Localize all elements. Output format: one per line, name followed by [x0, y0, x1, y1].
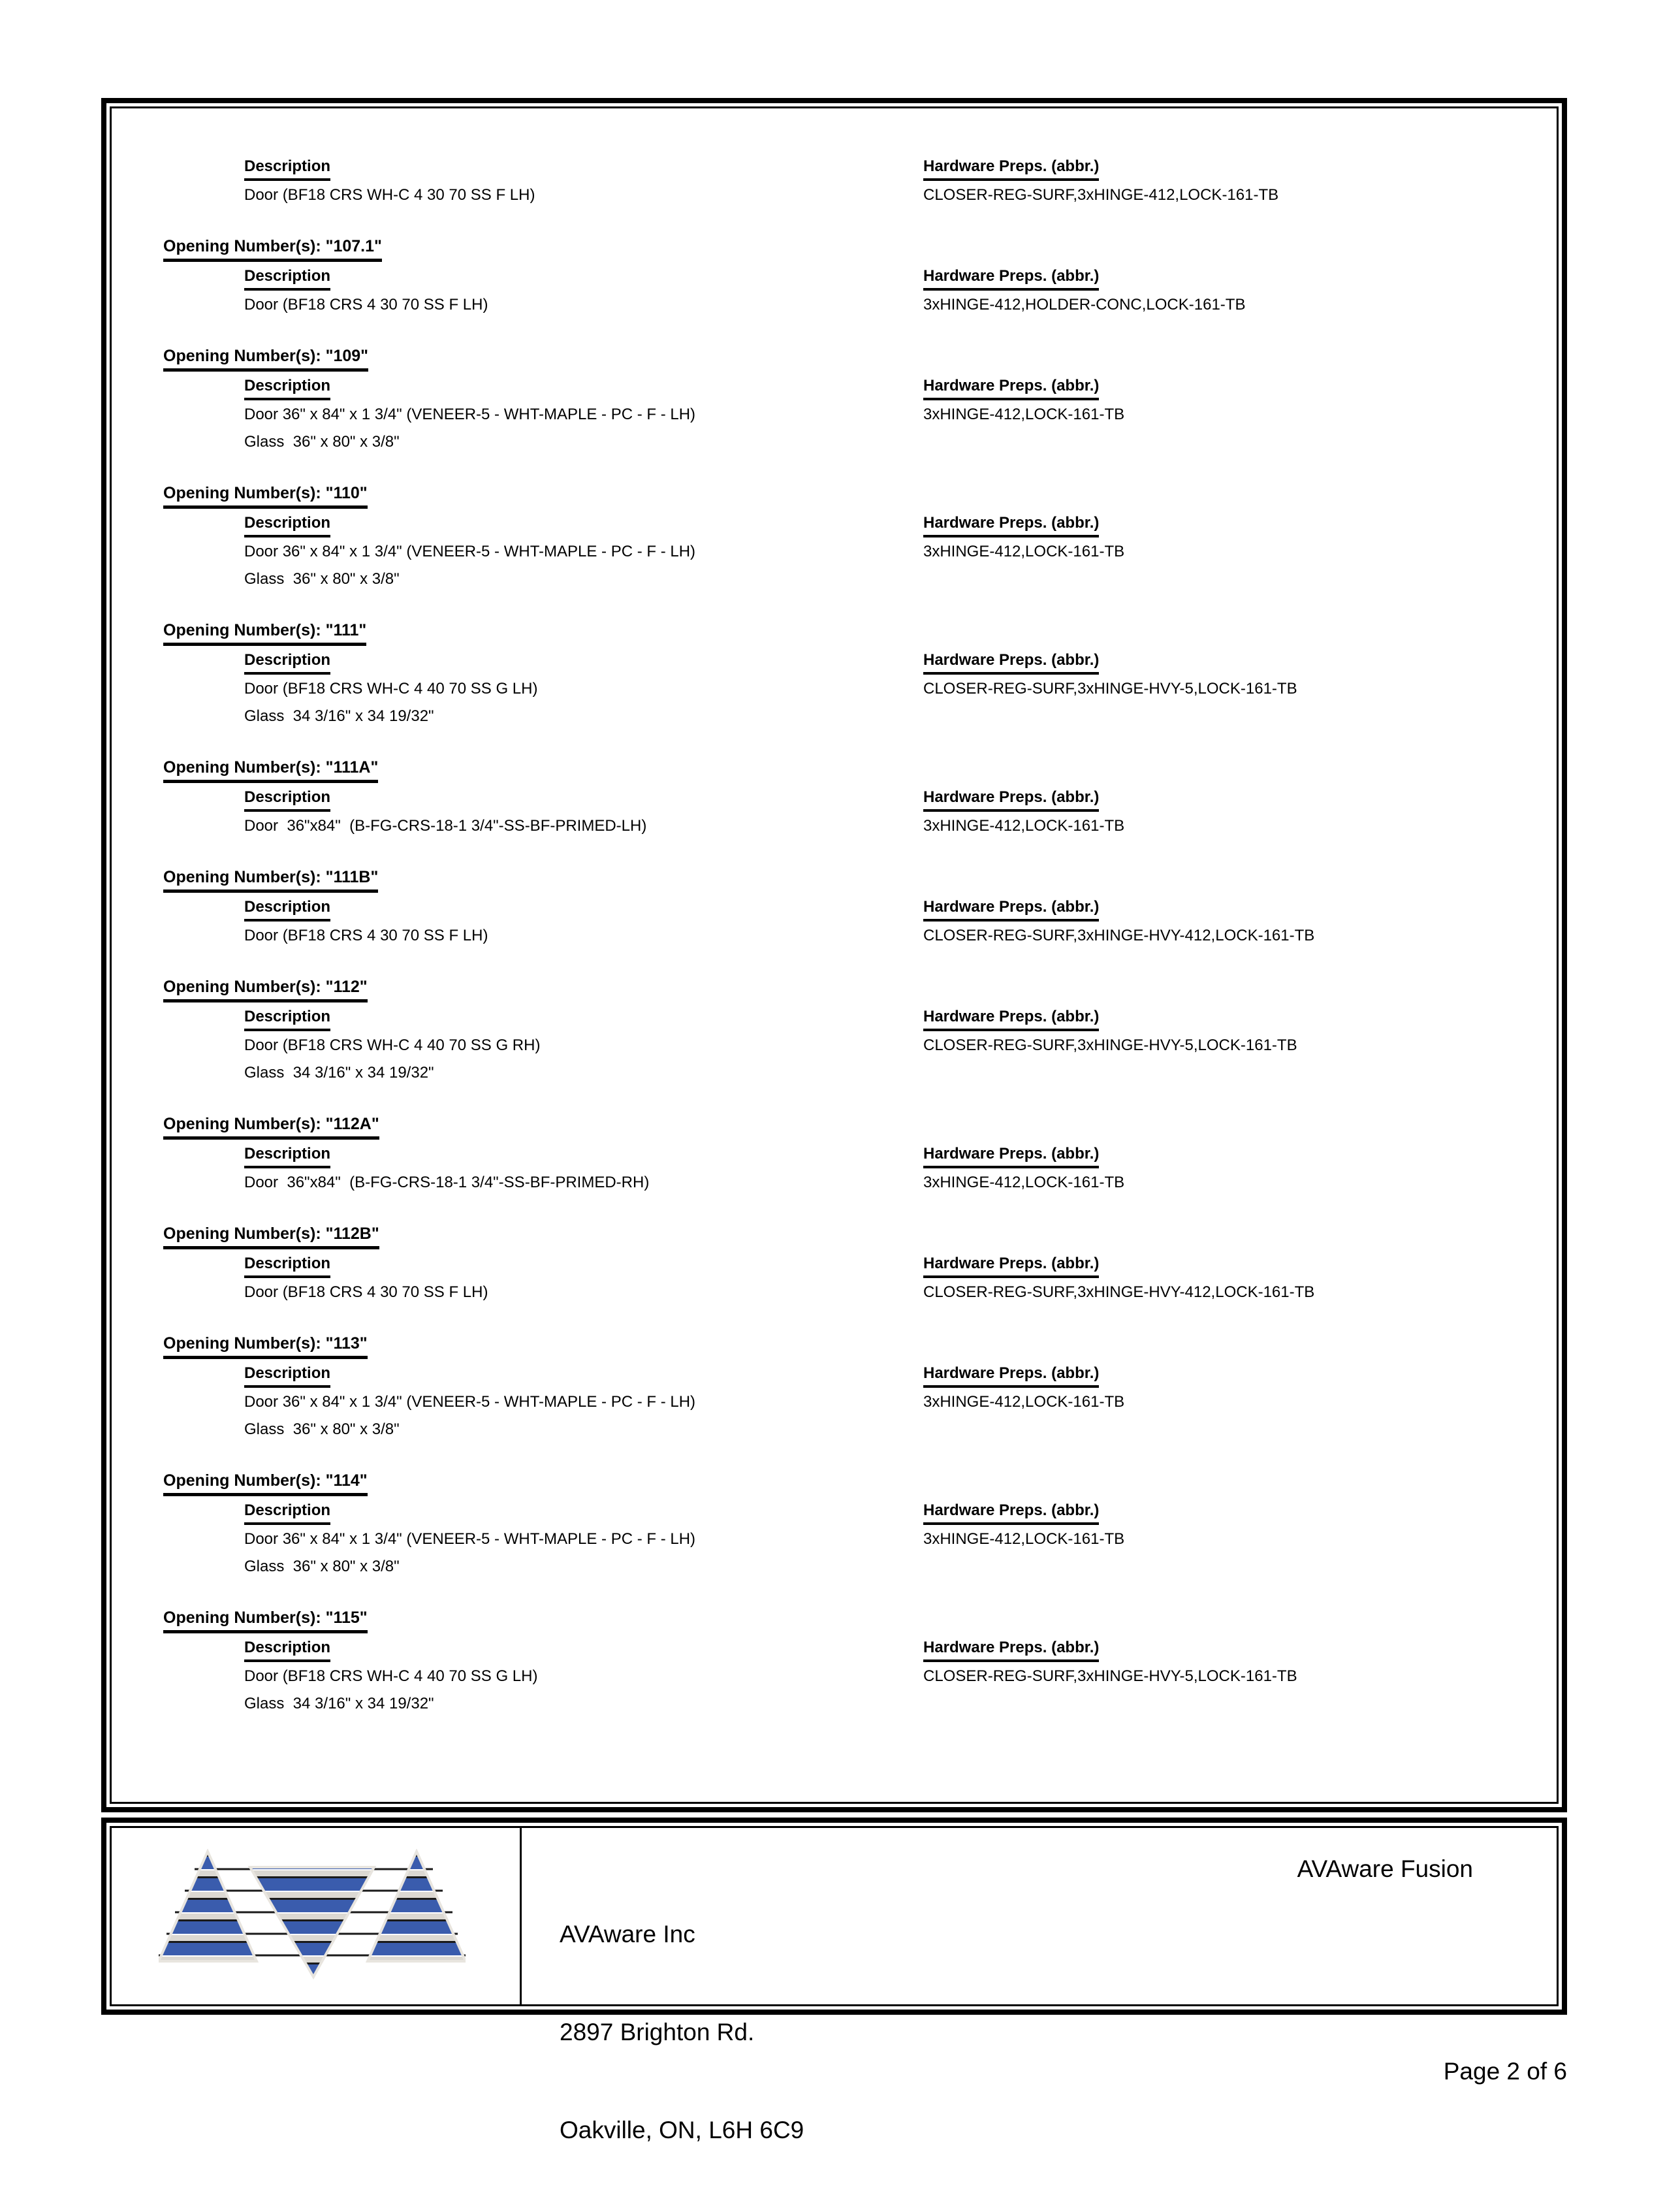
opening-number-heading: Opening Number(s): "113": [163, 1334, 368, 1359]
hardware-preps-value: CLOSER-REG-SURF,3xHINGE-HVY-5,LOCK-161-TB: [923, 1667, 1297, 1685]
company-street: 2897 Brighton Rd.: [560, 2019, 755, 2045]
description-header: Description: [244, 1364, 330, 1388]
hardware-preps-header: Hardware Preps. (abbr.): [923, 1639, 1099, 1662]
door-description: Door (BF18 CRS WH-C 4 40 70 SS G LH): [244, 680, 538, 697]
hardware-preps-header: Hardware Preps. (abbr.): [923, 1008, 1099, 1031]
avaware-logo: [159, 1849, 467, 1981]
door-description: Door (BF18 CRS 4 30 70 SS F LH): [244, 296, 488, 313]
description-header: Description: [244, 267, 330, 291]
opening-number-heading: Opening Number(s): "110": [163, 483, 368, 509]
opening-section: [112, 758, 1557, 835]
glass-description: Glass 36" x 80" x 3/8": [244, 570, 400, 588]
hardware-preps-header: Hardware Preps. (abbr.): [923, 1145, 1099, 1168]
door-description: Door 36" x 84" x 1 3/4" (VENEER-5 - WHT-MAPLE - PC - F - LH): [244, 1393, 696, 1411]
opening-section: [112, 483, 1557, 588]
opening-section: [112, 1608, 1557, 1713]
hardware-preps-value: CLOSER-REG-SURF,3xHINGE-HVY-412,LOCK-161-TB: [923, 927, 1315, 944]
hardware-preps-value: 3xHINGE-412,LOCK-161-TB: [923, 1174, 1125, 1191]
opening-number-heading: Opening Number(s): "107.1": [163, 236, 382, 262]
hardware-preps-header: Hardware Preps. (abbr.): [923, 1364, 1099, 1388]
description-header: Description: [244, 1255, 330, 1278]
glass-description: Glass 34 3/16" x 34 19/32": [244, 1695, 434, 1712]
hardware-preps-header: Hardware Preps. (abbr.): [923, 651, 1099, 675]
hardware-preps-header: Hardware Preps. (abbr.): [923, 514, 1099, 537]
opening-number-heading: Opening Number(s): "112A": [163, 1114, 379, 1140]
company-city: Oakville, ON, L6H 6C9: [560, 2117, 804, 2143]
hardware-preps-header: Hardware Preps. (abbr.): [923, 267, 1099, 291]
hardware-preps-header: Hardware Preps. (abbr.): [923, 788, 1099, 812]
content-border-box: [101, 98, 1567, 1812]
company-address: [560, 1853, 804, 2212]
door-description: Door (BF18 CRS 4 30 70 SS F LH): [244, 927, 488, 944]
hardware-preps-value: CLOSER-REG-SURF,3xHINGE-412,LOCK-161-TB: [923, 186, 1279, 204]
door-description: Door 36" x 84" x 1 3/4" (VENEER-5 - WHT-MAPLE - PC - F - LH): [244, 1530, 696, 1548]
description-header: Description: [244, 1008, 330, 1031]
hardware-preps-value: CLOSER-REG-SURF,3xHINGE-HVY-412,LOCK-161-TB: [923, 1283, 1315, 1301]
hardware-preps-value: 3xHINGE-412,LOCK-161-TB: [923, 817, 1125, 835]
opening-number-heading: Opening Number(s): "112": [163, 977, 368, 1002]
door-description: Door 36"x84" (B-FG-CRS-18-1 3/4"-SS-BF-PRIMED-RH): [244, 1174, 650, 1191]
hardware-preps-value: 3xHINGE-412,LOCK-161-TB: [923, 543, 1125, 560]
hardware-preps-header: Hardware Preps. (abbr.): [923, 898, 1099, 922]
page-number: Page 2 of 6: [1443, 2058, 1567, 2085]
opening-section: [112, 1334, 1557, 1439]
glass-description: Glass 34 3/16" x 34 19/32": [244, 707, 434, 725]
hardware-preps-header: Hardware Preps. (abbr.): [923, 157, 1099, 181]
description-header: Description: [244, 1639, 330, 1662]
hardware-preps-value: 3xHINGE-412,LOCK-161-TB: [923, 406, 1125, 423]
door-description: Door 36" x 84" x 1 3/4" (VENEER-5 - WHT-MAPLE - PC - F - LH): [244, 543, 696, 560]
opening-number-heading: Opening Number(s): "111B": [163, 867, 378, 893]
hardware-preps-header: Hardware Preps. (abbr.): [923, 1255, 1099, 1278]
door-description: Door (BF18 CRS WH-C 4 40 70 SS G LH): [244, 1667, 538, 1685]
hardware-preps-value: 3xHINGE-412,LOCK-161-TB: [923, 1530, 1125, 1548]
hardware-preps-value: 3xHINGE-412,LOCK-161-TB: [923, 1393, 1125, 1411]
hardware-preps-value: 3xHINGE-412,HOLDER-CONC,LOCK-161-TB: [923, 296, 1246, 313]
opening-section: [112, 236, 1557, 314]
content-area: [110, 106, 1559, 1804]
glass-description: Glass 34 3/16" x 34 19/32": [244, 1064, 434, 1082]
hardware-preps-header: Hardware Preps. (abbr.): [923, 1501, 1099, 1525]
door-description: Door 36"x84" (B-FG-CRS-18-1 3/4"-SS-BF-PRIMED-LH): [244, 817, 647, 835]
opening-section: [112, 867, 1557, 945]
opening-number-heading: Opening Number(s): "112B": [163, 1224, 379, 1249]
hardware-preps-value: CLOSER-REG-SURF,3xHINGE-HVY-5,LOCK-161-TB: [923, 680, 1297, 697]
description-header: Description: [244, 377, 330, 400]
description-header: Description: [244, 1145, 330, 1168]
opening-section: [112, 1471, 1557, 1576]
opening-section: [112, 1114, 1557, 1192]
description-header: Description: [244, 788, 330, 812]
opening-number-heading: Opening Number(s): "109": [163, 346, 368, 372]
hardware-preps-header: Hardware Preps. (abbr.): [923, 377, 1099, 400]
opening-section: [112, 346, 1557, 451]
opening-number-heading: Opening Number(s): "114": [163, 1471, 368, 1496]
company-name: AVAware Inc: [560, 1921, 695, 1948]
door-description: Door (BF18 CRS WH-C 4 40 70 SS G RH): [244, 1036, 541, 1054]
opening-section: [112, 1224, 1557, 1302]
glass-description: Glass 36" x 80" x 3/8": [244, 1420, 400, 1438]
opening-number-heading: Opening Number(s): "111": [163, 620, 366, 646]
product-name: AVAware Fusion: [1297, 1855, 1473, 1882]
door-description: Door (BF18 CRS WH-C 4 30 70 SS F LH): [244, 186, 535, 204]
footer-divider: [520, 1828, 522, 2004]
hardware-preps-value: CLOSER-REG-SURF,3xHINGE-HVY-5,LOCK-161-TB: [923, 1036, 1297, 1054]
opening-section: [112, 620, 1557, 726]
opening-section: [112, 977, 1557, 1082]
description-header: Description: [244, 898, 330, 922]
glass-description: Glass 36" x 80" x 3/8": [244, 433, 400, 451]
description-header: Description: [244, 651, 330, 675]
opening-number-heading: Opening Number(s): "111A": [163, 758, 378, 783]
description-header: Description: [244, 514, 330, 537]
opening-number-heading: Opening Number(s): "115": [163, 1608, 368, 1633]
door-description: Door (BF18 CRS 4 30 70 SS F LH): [244, 1283, 488, 1301]
opening-section: [112, 157, 1557, 204]
door-description: Door 36" x 84" x 1 3/4" (VENEER-5 - WHT-MAPLE - PC - F - LH): [244, 406, 696, 423]
description-header: Description: [244, 1501, 330, 1525]
glass-description: Glass 36" x 80" x 3/8": [244, 1558, 400, 1575]
description-header: Description: [244, 157, 330, 181]
